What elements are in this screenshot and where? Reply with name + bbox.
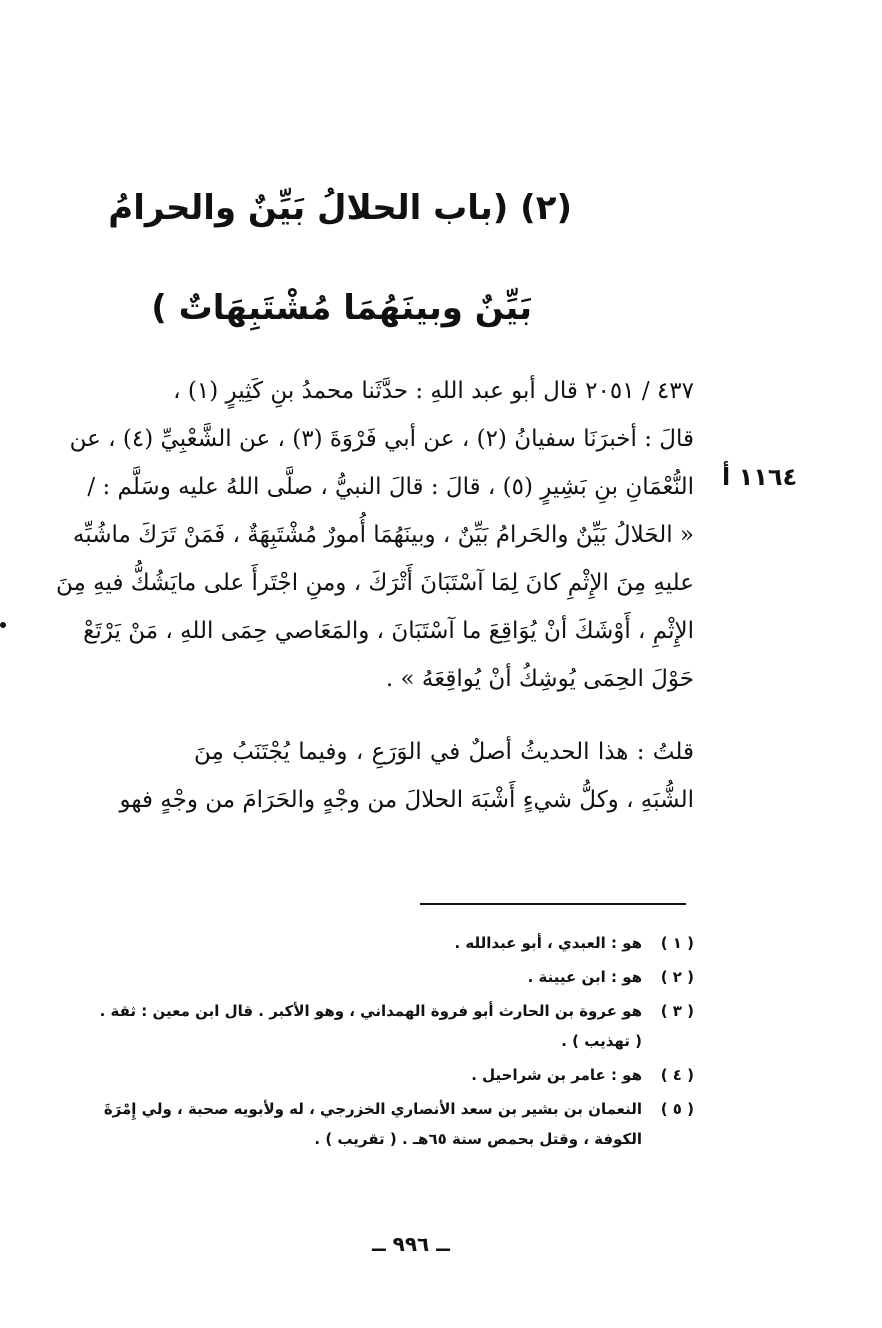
footnotes-list	[14, 928, 694, 1158]
footnote-number: ( ٣ )	[660, 1002, 694, 1020]
footnote-number: ( ٤ )	[660, 1066, 694, 1084]
footnote-line: هو : عامر بن شراحيل .	[471, 1066, 642, 1084]
footnote-line: هو عروة بن الحارث أبو فروة الهمداني ، وهو الأكبر . قال ابن معين : ثقة .	[99, 1002, 642, 1020]
footnote-text	[14, 1060, 642, 1090]
footnote-line: هو : ابن عيينة .	[527, 968, 642, 986]
footnote-item	[14, 996, 694, 1056]
hadith-line: حَوْلَ الحِمَى يُوشِكُ أنْ يُواقِعَهُ » .	[385, 666, 694, 692]
footnote-item	[14, 1094, 694, 1154]
footnote-text	[14, 996, 642, 1056]
footnote-item	[14, 928, 694, 958]
commentary-line: قلتُ : هذا الحديثُ أصلٌ في الوَرَعِ ، وفيما يُجْتَنَبُ مِنَ	[194, 739, 694, 765]
chapter-title-line-1: (٢) (باب الحلالُ بَيِّنٌ والحرامُ	[108, 188, 572, 228]
footnote-text	[14, 928, 642, 958]
footnote-item	[14, 1060, 694, 1090]
hadith-line: قالَ : أخبرَنَا سفيانُ (٢) ، عن أبي فَرْوَةَ (٣) ، عن الشَّعْبِيِّ (٤) ، عن	[69, 426, 694, 452]
footnote-line: ( تهذيب ) .	[561, 1032, 642, 1050]
hadith-line: ٤٣٧ / ٢٠٥١ قال أبو عبد اللهِ : حدَّثَنا محمدُ بنِ كَثِيرٍ (١) ،	[173, 378, 694, 404]
footnote-number: ( ٥ )	[660, 1100, 694, 1118]
footnote-number: ( ٢ )	[660, 968, 694, 986]
footnote-item	[14, 962, 694, 992]
footnote-separator	[420, 903, 686, 905]
hadith-line: النُّعْمَانِ بنِ بَشِيرٍ (٥) ، قالَ : قالَ النبيُّ ، صلَّى اللهُ عليه وسَلَّم : /	[87, 474, 694, 500]
commentary-paragraph	[119, 728, 694, 824]
footnote-text	[14, 1094, 642, 1154]
page-edge-mark	[0, 622, 6, 628]
hadith-paragraph	[56, 367, 694, 703]
page-number: ــ ٩٩٦ ــ	[372, 1232, 450, 1256]
margin-reference-number: ١١٦٤ أ	[722, 463, 798, 491]
hadith-line: الإِثْمِ ، أَوْشَكَ أنْ يُوَاقِعَ ما آسْتَبَانَ ، والمَعَاصي حِمَى اللهِ ، مَنْ يَرْتَعْ	[83, 618, 694, 644]
hadith-line: « الحَلالُ بَيِّنٌ والحَرامُ بَيِّنٌ ، وبينَهُمَا أُمورٌ مُشْتَبِهَةٌ ، فَمَنْ تَرَكَ ماشُبِّه	[72, 522, 694, 548]
footnote-number: ( ١ )	[660, 934, 694, 952]
footnote-text	[14, 962, 642, 992]
footnote-line: الكوفة ، وقتل بحمص سنة ٦٥هـ . ( تقريب ) .	[314, 1130, 642, 1148]
chapter-title-line-2: بَيِّنٌ وبينَهُمَا مُشْتَبِهَاتٌ )	[151, 288, 532, 328]
footnote-line: هو : العبدي ، أبو عبدالله .	[454, 934, 642, 952]
footnote-line: النعمان بن بشير بن سعد الأنصاري الخزرجي ، له ولأبويه صحبة ، ولي إِمْرَةَ	[103, 1100, 642, 1118]
hadith-line: عليهِ مِنَ الإِثْمِ كانَ لِمَا آسْتَبَانَ أَتْرَكَ ، ومنِ اجْتَرأَ على مايَشُكُّ فيهِ مِنَ	[56, 570, 694, 596]
commentary-line: الشُّبَهِ ، وكلُّ شيءٍ أَشْبَهَ الحلالَ من وجْهٍ والحَرَامَ من وجْهٍ فهو	[119, 787, 694, 813]
